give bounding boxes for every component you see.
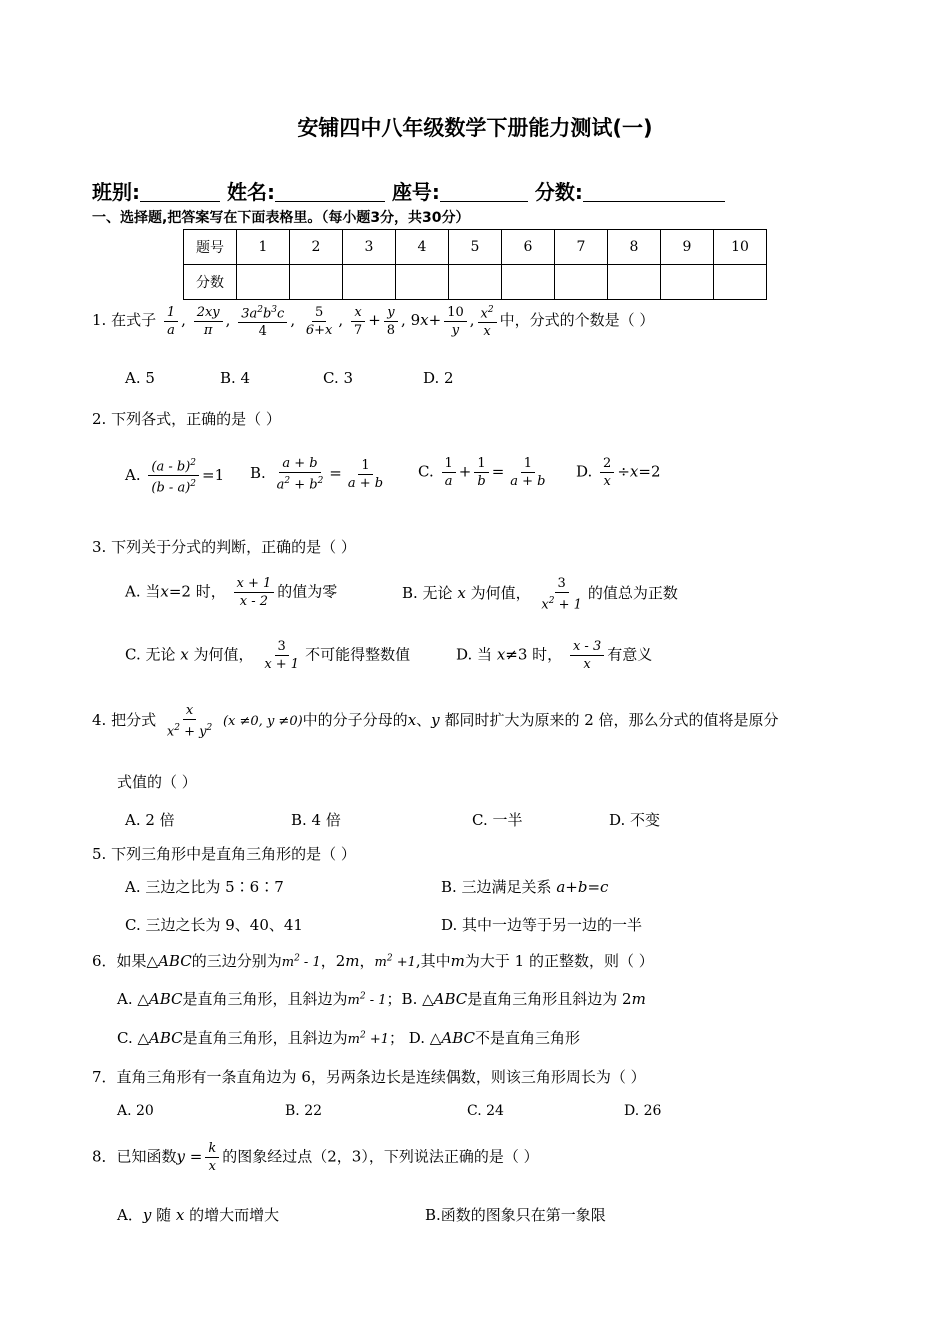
q1-option-b[interactable]: B. 4 xyxy=(220,369,251,387)
option-text: B. 三边满足关系 xyxy=(441,878,557,896)
option-text: C. 无论 xyxy=(125,645,176,664)
section-heading: 一、选择题,把答案写在下面表格里。（每小题3分，共30分） xyxy=(92,210,470,226)
q6-option-b[interactable]: ；B. △ABC是直角三角形且斜边为 2m xyxy=(386,990,646,1008)
answer-cell[interactable] xyxy=(714,265,767,300)
q4-option-d[interactable]: D. 不变 xyxy=(609,811,661,829)
q4-condition: (x ≠0, y ≠0) xyxy=(222,714,303,730)
option-text: A. △ xyxy=(117,990,149,1008)
answer-cell[interactable] xyxy=(396,265,449,300)
option-text: ；B. △ xyxy=(386,990,434,1008)
option-text: 的增大而增大 xyxy=(189,1206,280,1224)
q1-prefix: 1. 在式子 xyxy=(92,311,157,330)
score-blank xyxy=(583,181,725,202)
q6-option-c[interactable]: C. △ABC是直角三角形，且斜边为$m^2 +1$ xyxy=(117,1029,390,1047)
formula: $\frac{3a^2b^3c}{4}$ xyxy=(238,302,287,340)
option-text: ≠3 时， xyxy=(505,645,563,664)
question-2-stem: 2. 下列各式，正确的是（ ） xyxy=(92,410,281,428)
q5-option-b[interactable] xyxy=(441,876,608,897)
q7-option-d[interactable]: D. 26 xyxy=(624,1103,662,1119)
option-text: 为何值， xyxy=(470,584,531,603)
answer-cell[interactable] xyxy=(290,265,343,300)
q3-option-d[interactable]: D. 当 x≠3 时， $\frac{x - 3}{x}$ 有意义 xyxy=(456,639,653,672)
table-cell: 3 xyxy=(343,230,396,265)
formula: $\frac{x}{x^2 + y^2}$ xyxy=(166,703,213,740)
question-7-stem: 7．直角三角形有一条直角边为 6，另两条边长是连续偶数，则该三角形周长为（ ） xyxy=(92,1068,646,1086)
option-text: 不是直角三角形 xyxy=(474,1029,580,1047)
answer-cell[interactable] xyxy=(449,265,502,300)
option-text: 是直角三角形，且斜边为 xyxy=(182,990,348,1008)
student-info xyxy=(92,176,725,205)
option-label: B. xyxy=(250,464,266,483)
option-text: 不可能得整数值 xyxy=(305,645,411,664)
seat-blank xyxy=(440,181,528,202)
equation-text: =1 xyxy=(202,465,225,484)
class-label: 班别: xyxy=(92,180,140,204)
q8-option-b[interactable]: B.函数的图象只在第一象限 xyxy=(425,1206,606,1224)
option-text: 的值为零 xyxy=(277,582,338,601)
q4-text: 都同时扩大为原来的 2 倍，那么分式的值将是原分 xyxy=(444,711,779,730)
q8-text: 的图象经过点（2，3），下列说法正确的是（ ） xyxy=(222,1147,539,1166)
answer-cell[interactable] xyxy=(343,265,396,300)
option-text: =2 时， xyxy=(168,582,226,601)
name-blank xyxy=(275,181,385,202)
seat-label: 座号: xyxy=(391,180,440,204)
class-blank xyxy=(140,181,220,202)
question-5-stem: 5. 下列三角形中是直角三角形的是（ ） xyxy=(92,845,356,863)
option-text: B. 无论 xyxy=(402,584,453,603)
q6-options-cd xyxy=(117,1027,580,1048)
q6-option-a[interactable]: A. △ABC是直角三角形，且斜边为$m^2 - 1$ xyxy=(117,990,387,1008)
option-label: A. xyxy=(125,465,141,484)
q4-option-c[interactable]: C. 一半 xyxy=(472,811,523,829)
formula: $\frac{x}{7}$ xyxy=(351,304,365,339)
formula: $\frac{k}{x}$ xyxy=(205,1140,219,1175)
table-header: 题号 xyxy=(184,230,237,265)
answer-cell[interactable] xyxy=(237,265,290,300)
table-cell: 6 xyxy=(502,230,555,265)
option-text: 为何值， xyxy=(193,645,254,664)
table-row xyxy=(184,230,767,265)
q2-option-c[interactable]: C. $\frac{1}{a}$ + $\frac{1}{b}$ = $\frac{1}{a + b}$ xyxy=(418,455,552,490)
formula: $\frac{x + 1}{x - 2}$ xyxy=(234,575,275,610)
q6-text: 为大于 1 的正整数，则（ ） xyxy=(464,952,654,970)
answer-table xyxy=(183,229,767,300)
formula: $\frac{2}{x}$ xyxy=(600,455,614,490)
q4-text: 中的分子分母的 xyxy=(302,711,408,730)
equation-text: =2 xyxy=(638,462,661,481)
table-cell: 2 xyxy=(290,230,343,265)
q5-option-d[interactable]: D. 其中一边等于另一边的一半 xyxy=(441,916,643,934)
formula: $\frac{x^2}{x}$ xyxy=(478,302,497,340)
question-8: 8．已知函数y = $\frac{k}{x}$ 的图象经过点（2，3），下列说法正确的是（ ） xyxy=(92,1141,539,1174)
formula: $\frac{1}{a}$ xyxy=(164,304,178,339)
formula: $\frac{y}{8}$ xyxy=(384,304,398,339)
triangle-name: ABC xyxy=(148,990,183,1008)
option-relation: a+b=c xyxy=(556,878,609,896)
q6-options-ab xyxy=(117,988,646,1009)
answer-cell[interactable] xyxy=(502,265,555,300)
q4-option-b[interactable]: B. 4 倍 xyxy=(291,811,341,829)
table-cell: 7 xyxy=(555,230,608,265)
table-header: 分数 xyxy=(184,265,237,300)
q1-option-c[interactable]: C. 3 xyxy=(323,369,354,387)
option-text: D. 当 xyxy=(456,645,493,664)
q6-text: ,其中 xyxy=(415,952,451,970)
q1-option-a[interactable]: A. 5 xyxy=(125,369,155,387)
table-row xyxy=(184,265,767,300)
answer-cell[interactable] xyxy=(555,265,608,300)
question-6: 6．如果△ABC的三边分别为$m^2 - 1$，2m，$m^2 +1$,其中m为大于 1 的正整数，则（ ） xyxy=(92,952,654,970)
option-label: D. xyxy=(576,462,593,481)
q6-text: 6．如果△ xyxy=(92,952,159,970)
table-cell: 4 xyxy=(396,230,449,265)
triangle-name: ABC xyxy=(433,990,468,1008)
triangle-name: ABC xyxy=(158,952,192,970)
answer-cell[interactable] xyxy=(608,265,661,300)
formula: $\frac{1}{a + b}$ xyxy=(347,457,384,491)
formula: $\frac{3}{x^2 + 1}$ xyxy=(541,576,582,613)
q7-option-c[interactable]: C. 24 xyxy=(467,1103,504,1119)
formula: $\frac{x - 3}{x}$ xyxy=(570,638,604,673)
answer-cell[interactable] xyxy=(661,265,714,300)
formula: $\frac{2xy}{\pi}$ xyxy=(194,304,223,339)
table-cell: 1 xyxy=(237,230,290,265)
q3-option-a[interactable]: A. 当x=2 时， $\frac{x + 1}{x - 2}$ 的值为零 xyxy=(125,576,338,609)
formula: $\frac{1}{a + b}$ xyxy=(510,456,546,489)
option-text: C. △ xyxy=(117,1029,150,1047)
table-cell: 9 xyxy=(661,230,714,265)
q4-prefix: 4. 把分式 xyxy=(92,711,157,730)
formula: $\frac{a + b}{a^2 + b^2}$ xyxy=(276,456,324,493)
formula: $\frac{(a - b)^2}{(b - a)^2}$ xyxy=(148,455,199,497)
q2-option-b[interactable]: B. $\frac{a + b}{a^2 + b^2}$ = $\frac{1}{a + b}$ xyxy=(250,455,389,493)
q1-suffix: 中，分式的个数是（ ） xyxy=(499,311,655,330)
q4-option-a[interactable]: A. 2 倍 xyxy=(125,811,175,829)
option-text: 是直角三角形，且斜边为 xyxy=(182,1029,348,1047)
option-text: ； D. △ xyxy=(389,1029,442,1047)
option-text: 是直角三角形且斜边为 2 xyxy=(467,990,632,1008)
table-cell: 5 xyxy=(449,230,502,265)
q2-option-a[interactable] xyxy=(125,455,224,497)
triangle-name: ABC xyxy=(149,1029,183,1047)
formula: $\frac{10}{y}$ xyxy=(444,304,467,339)
formula: $\frac{1}{b}$ xyxy=(474,455,488,490)
option-text: 随 xyxy=(156,1206,172,1224)
score-label: 分数: xyxy=(534,180,583,204)
question-4: 4. 把分式 $\frac{x}{x^2 + y^2}$ (x ≠0, y ≠0)中的分子分母的x、y 都同时扩大为原来的 2 倍，那么分式的值将是原分 xyxy=(92,703,779,740)
formula: $\frac{1}{a}$ xyxy=(442,455,456,490)
q3-option-c[interactable]: C. 无论 x 为何值， $\frac{3}{x + 1}$ 不可能得整数值 xyxy=(125,639,411,672)
option-text: 的值总为正数 xyxy=(587,584,678,603)
name-label: 姓名: xyxy=(226,180,275,204)
q5-option-a[interactable]: A. 三边之比为 5∶6∶7 xyxy=(125,878,284,896)
q6-text: 的三边分别为 xyxy=(191,952,282,970)
option-label: C. xyxy=(418,462,434,481)
triangle-name: ABC xyxy=(441,1029,475,1047)
option-text: 有意义 xyxy=(607,645,653,664)
table-cell: 10 xyxy=(714,230,767,265)
q8-option-a[interactable]: A．y 随 x 的增大而增大 xyxy=(117,1206,280,1224)
q6-option-d[interactable] xyxy=(389,1029,580,1047)
question-1: 1. 在式子 $\frac{1}{a}$ , $\frac{2xy}{\pi}$ , $\frac{3a^2b^3c}{4}$ , $\frac{5}{6+x}$ , $\frac{x}{7}$ + $\frac{y}{8}$ , 9x+ $\frac{10}{y}$ , $\frac{x^2}{x}$ 中，分式的个数是（ ） xyxy=(92,302,654,340)
q7-option-b[interactable]: B. 22 xyxy=(285,1103,323,1119)
q8-text: 8．已知函数 xyxy=(92,1147,177,1166)
option-text: A. 当 xyxy=(125,582,161,601)
q7-option-a[interactable]: A. 20 xyxy=(117,1103,154,1119)
formula: $\frac{5}{6+x}$ xyxy=(305,304,333,338)
q1-option-d[interactable]: D. 2 xyxy=(423,369,454,387)
question-3-stem: 3. 下列关于分式的判断，正确的是（ ） xyxy=(92,538,356,556)
formula: $\frac{3}{x + 1}$ xyxy=(264,639,300,672)
q3-option-b[interactable]: B. 无论 x 为何值， $\frac{3}{x^2 + 1}$ 的值总为正数 xyxy=(402,576,678,613)
q2-option-d[interactable]: D. $\frac{2}{x}$ ÷x=2 xyxy=(576,456,661,489)
table-cell: 8 xyxy=(608,230,661,265)
q5-option-c[interactable]: C. 三边之长为 9、40、41 xyxy=(125,916,303,934)
q4-line2: 式值的（ ） xyxy=(117,773,197,791)
page-title: 安铺四中八年级数学下册能力测试(一) xyxy=(297,116,653,140)
